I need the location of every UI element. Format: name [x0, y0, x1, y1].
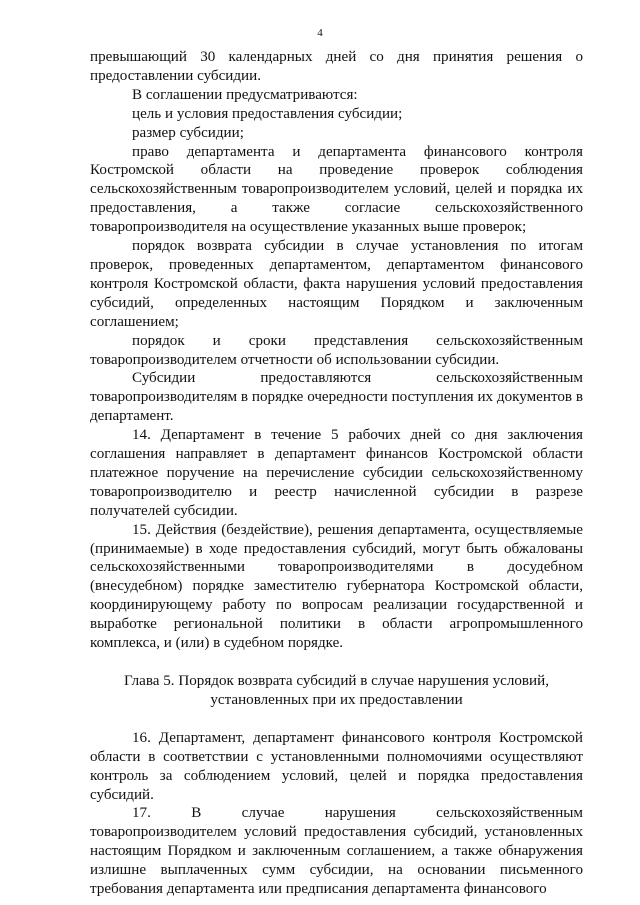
paragraph-subsidy-order: Субсидии предоставляются сельскохозяйственным товаропроизводителям в порядке очередности поступления их документов в департамент. [90, 370, 583, 425]
paragraph-subsidy-amount: размер субсидии; [132, 124, 244, 141]
paragraph-goal-conditions: цель и условия предоставления субсидии; [132, 105, 403, 122]
chapter-title: Глава 5. Порядок возврата субсидий в случае нарушения условий, установленных при их предоставлении [124, 673, 549, 708]
paragraph-14: 14. Департамент в течение 5 рабочих дней со дня заключения соглашения направляет в департамент финансов Костромской области платежное поручение на перечисление субсидии сельскохозяйственному товаропроизводителю и реестр начисленной субсидии в разрезе получателей субсидии. [90, 427, 583, 519]
paragraph-17: 17. В случае нарушения сельскохозяйственным товаропроизводителем условий предоставления субсидий, установленных настоящим Порядком и заключенным соглашением, а также обнаружения излишне выплаченных сумм субсидии, на основании письменного требования департамента или предписания департамента финансового [90, 805, 583, 898]
paragraph-return-procedure: порядок возврата субсидии в случае установления по итогам проверок, проведенных департаментом, департаментом финансового контроля Костромской области, факта нарушения условий предоставления субсидий, определенных настоящим Порядком и заключенным соглашением; [90, 238, 583, 330]
paragraph-inspection-rights: право департамента и департамента финансового контроля Костромской области на проведение проверок соблюдения сельскохозяйственным товаропроизводителем условий, целей и порядка их предоставления, а также согласие сельскохозяйственного товаропроизводителя на осуществление указанных выше проверок; [90, 143, 583, 236]
paragraph-agreement-intro: В соглашении предусматриваются: [132, 86, 358, 103]
paragraph-continuation: превышающий 30 календарных дней со дня принятия решения о предоставлении субсидии. [90, 49, 583, 84]
paragraph-15: 15. Действия (бездействие), решения департамента, осуществляемые (принимаемые) в ходе предоставления субсидий, могут быть обжалованы сельскохозяйственными товаропроизводителями в досудебном (внесудебном) порядке заместителю губернатора Костромской области, координирующему работу по вопросам реализации государственной и выработке региональной политики в области агропромышленного комплекса, и (или) в судебном порядке. [90, 521, 583, 652]
document-body [90, 48, 583, 899]
paragraph-reporting: порядок и сроки представления сельскохозяйственным товаропроизводителем отчетности об использовании субсидии. [90, 332, 583, 368]
paragraph-16: 16. Департамент, департамент финансового контроля Костромской области в соответствии с установленными полномочиями осуществляют контроль за соблюдением условий, целей и порядка предоставления субсидий. [90, 729, 583, 803]
page-number: 4 [317, 27, 323, 39]
